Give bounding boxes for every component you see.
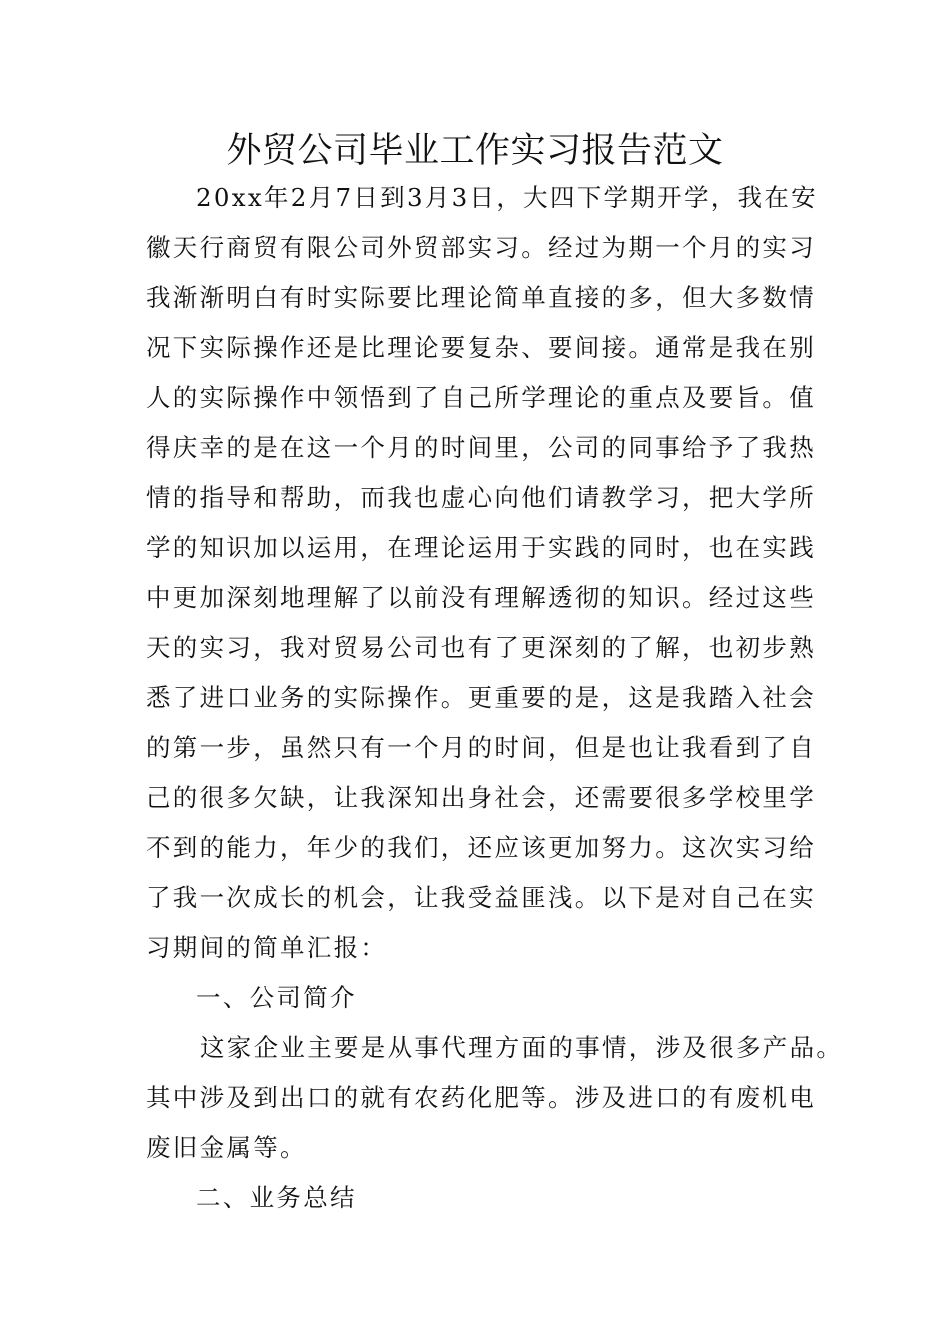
paragraph-line: 情的指导和帮助，而我也虚心向他们请教学习，把大学所: [146, 483, 816, 512]
paragraph-line: 中更加深刻地理解了以前没有理解透彻的知识。经过这些: [146, 583, 816, 612]
paragraph-line: 的第一步，虽然只有一个月的时间，但是也让我看到了自: [146, 733, 816, 762]
paragraph-line: 20xx年2月7日到3月3日，大四下学期开学，我在安: [196, 183, 818, 212]
paragraph-line: 徽天行商贸有限公司外贸部实习。经过为期一个月的实习: [146, 233, 816, 262]
paragraph-line: 己的很多欠缺，让我深知出身社会，还需要很多学校里学: [146, 783, 816, 812]
paragraph-line: 况下实际操作还是比理论要复杂、要间接。通常是我在别: [146, 333, 816, 362]
paragraph-line: 人的实际操作中领悟到了自己所学理论的重点及要旨。值: [146, 383, 816, 412]
paragraph-line: 不到的能力，年少的我们，还应该更加努力。这次实习给: [146, 833, 816, 862]
paragraph-line: 天的实习，我对贸易公司也有了更深刻的了解，也初步熟: [146, 633, 816, 662]
paragraph-line: 悉了进口业务的实际操作。更重要的是，这是我踏入社会: [146, 683, 816, 712]
paragraph-line: 习期间的简单汇报：: [146, 933, 388, 962]
section-heading: 二、业务总结: [196, 1183, 357, 1212]
paragraph-line: 学的知识加以运用，在理论运用于实践的同时，也在实践: [146, 533, 816, 562]
paragraph-line: 这家企业主要是从事代理方面的事情，涉及很多产品。: [200, 1033, 844, 1062]
paragraph-line: 我渐渐明白有时实际要比理论简单直接的多，但大多数情: [146, 283, 816, 312]
paragraph-line: 了我一次成长的机会，让我受益匪浅。以下是对自己在实: [146, 883, 816, 912]
paragraph-line: 其中涉及到出口的就有农药化肥等。涉及进口的有废机电: [146, 1083, 816, 1112]
paragraph-line: 废旧金属等。: [146, 1133, 307, 1162]
paragraph-line: 得庆幸的是在这一个月的时间里，公司的同事给予了我热: [146, 433, 816, 462]
section-heading: 一、公司简介: [196, 983, 357, 1012]
document-title: 外贸公司毕业工作实习报告范文: [226, 131, 724, 171]
